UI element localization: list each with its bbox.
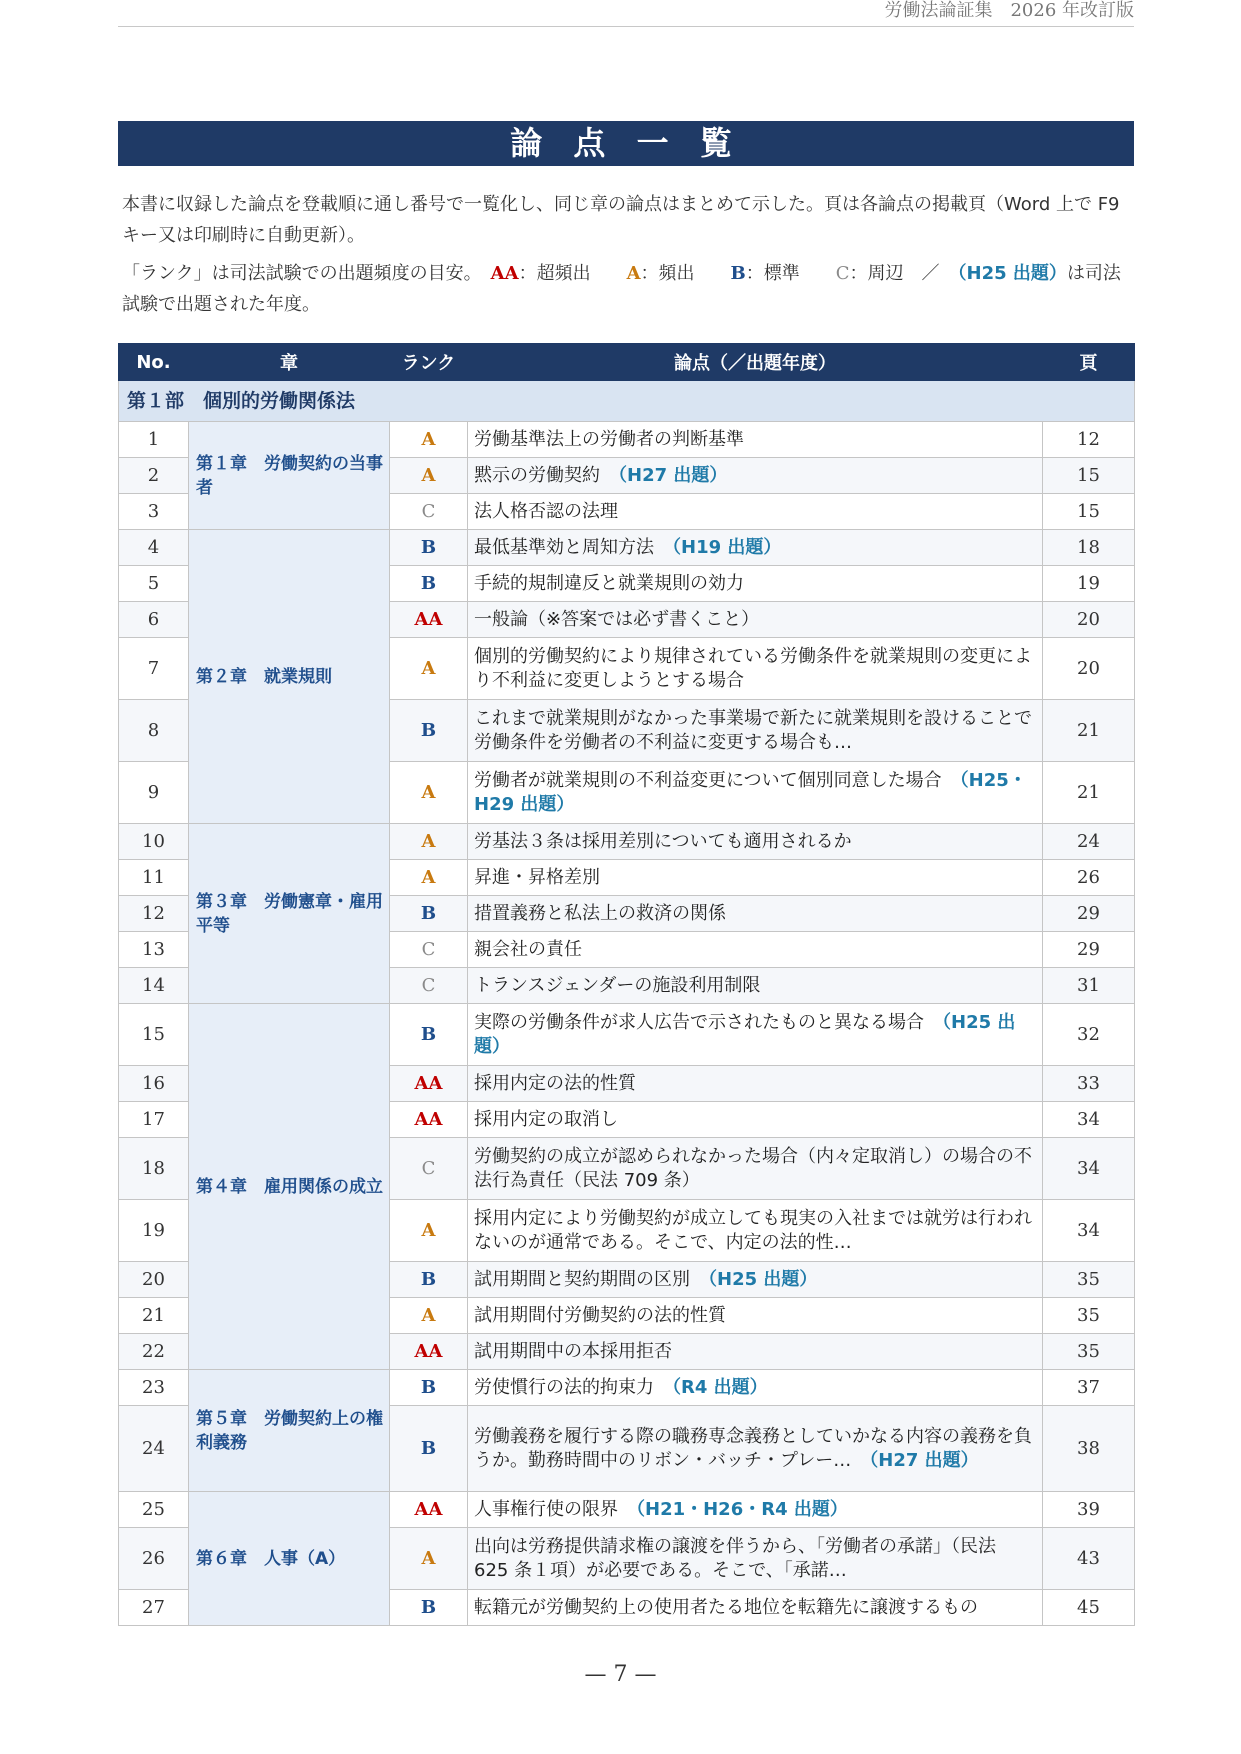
page-cell: 12: [1043, 422, 1135, 458]
topic-text: 転籍元が労働契約上の使用者たる地位を転籍先に譲渡するもの: [474, 1596, 978, 1618]
topic-cell: [468, 762, 1043, 824]
exam-year-tag: （H25 出題）: [708, 1268, 818, 1290]
row-number: 25: [119, 1492, 189, 1528]
rank-label: C: [421, 500, 436, 522]
rank-label: A: [421, 830, 436, 852]
page-cell: 18: [1043, 530, 1135, 566]
rank-cell: [390, 860, 468, 896]
row-number: 24: [119, 1406, 189, 1492]
page-cell: 34: [1043, 1102, 1135, 1138]
chapter-cell: 第１章 労働契約の当事者: [189, 422, 390, 530]
rank-label: AA: [414, 1108, 443, 1130]
table-row: [119, 1370, 1135, 1406]
topic-cell: [468, 1138, 1043, 1200]
topic-cell: [468, 1004, 1043, 1066]
row-number: 1: [119, 422, 189, 458]
rank-label: AA: [414, 1340, 443, 1362]
topic-text: 労使慣行の法的拘束力: [474, 1376, 654, 1398]
topic-cell: [468, 422, 1043, 458]
rank-label: A: [421, 464, 436, 486]
topic-cell: [468, 566, 1043, 602]
row-number: 12: [119, 896, 189, 932]
legend-c-label: C: [835, 263, 850, 284]
chapter-cell: 第５章 労働契約上の権利義務: [189, 1370, 390, 1492]
legend-year-text: は司法試験で出題された年度。: [122, 263, 1121, 315]
rank-cell: [390, 824, 468, 860]
exam-year-tag: （H27 出題）: [869, 1449, 979, 1471]
page-cell: 20: [1043, 638, 1135, 700]
page-cell: 34: [1043, 1200, 1135, 1262]
topic-text: 試用期間付労働契約の法的性質: [474, 1304, 726, 1326]
rank-cell: [390, 1066, 468, 1102]
chapter-cell: 第６章 人事（A）: [189, 1492, 390, 1626]
rank-label: C: [421, 1157, 436, 1179]
row-number: 20: [119, 1262, 189, 1298]
topic-cell: [468, 1492, 1043, 1528]
row-number: 11: [119, 860, 189, 896]
topic-text: 昇進・昇格差別: [474, 866, 600, 888]
intro-paragraph: 本書に収録した論点を登載順に通し番号で一覧化し、同じ章の論点はまとめて示した。頁は各論点の掲載頁（Word 上で F9 キー又は印刷時に自動更新）。: [122, 194, 1120, 246]
rank-cell: [390, 1102, 468, 1138]
rank-cell: [390, 638, 468, 700]
rank-label: A: [421, 1547, 436, 1569]
topic-cell: [468, 1262, 1043, 1298]
rank-cell: [390, 1004, 468, 1066]
rank-cell: [390, 530, 468, 566]
row-number: 5: [119, 566, 189, 602]
rank-label: B: [420, 1596, 437, 1618]
row-number: 13: [119, 932, 189, 968]
rank-label: AA: [414, 1498, 443, 1520]
page-cell: 45: [1043, 1590, 1135, 1626]
rank-label: AA: [414, 1072, 443, 1094]
row-number: 3: [119, 494, 189, 530]
topic-text: 採用内定により労働契約が成立しても現実の入社までは就労は行われないのが通常である。そこで、内定の法的性…: [474, 1207, 1032, 1253]
topic-text: 人事権行使の限界: [474, 1498, 618, 1520]
page-cell: 26: [1043, 860, 1135, 896]
page-cell: 32: [1043, 1004, 1135, 1066]
topic-table-wrapper: [118, 343, 1134, 1626]
exam-year-tag: （H27 出題）: [618, 464, 728, 486]
page-cell: 15: [1043, 494, 1135, 530]
row-number: 19: [119, 1200, 189, 1262]
rank-label: B: [420, 1023, 437, 1045]
topic-text: 労働義務を履行する際の職務専念義務としていかなる内容の義務を負うか。勤務時間中のリボン・バッチ・プレー…: [474, 1425, 1032, 1471]
rank-label: B: [420, 902, 437, 924]
topic-cell: [468, 602, 1043, 638]
rank-label: C: [421, 974, 436, 996]
table-row: [119, 824, 1135, 860]
topic-cell: [468, 1334, 1043, 1370]
page-cell: 34: [1043, 1138, 1135, 1200]
rank-cell: [390, 1298, 468, 1334]
header-topic: 論点（／出題年度）: [468, 344, 1043, 381]
rank-cell: [390, 1492, 468, 1528]
legend-a-label: A: [626, 263, 641, 284]
topic-text: 採用内定の取消し: [474, 1108, 618, 1130]
row-number: 26: [119, 1528, 189, 1590]
row-number: 7: [119, 638, 189, 700]
page-cell: 39: [1043, 1492, 1135, 1528]
rank-label: B: [420, 536, 437, 558]
topic-cell: [468, 530, 1043, 566]
rank-cell: [390, 494, 468, 530]
rank-cell: [390, 1406, 468, 1492]
legend-b-label: B: [730, 263, 746, 284]
chapter-cell: 第２章 就業規則: [189, 530, 390, 824]
topic-table: [118, 343, 1135, 1626]
running-header: [118, 0, 1134, 27]
topic-text: 最低基準効と周知方法: [474, 536, 654, 558]
topic-text: 試用期間と契約期間の区別: [474, 1268, 690, 1290]
page-title: 論 点 一 覧: [118, 121, 1134, 166]
row-number: 10: [119, 824, 189, 860]
chapter-cell: 第４章 雇用関係の成立: [189, 1004, 390, 1370]
rank-cell: [390, 896, 468, 932]
topic-cell: [468, 1066, 1043, 1102]
rank-cell: [390, 762, 468, 824]
row-number: 15: [119, 1004, 189, 1066]
topic-cell: [468, 1200, 1043, 1262]
rank-cell: [390, 458, 468, 494]
running-header-title: 労働法論証集 2026 年改訂版: [884, 0, 1134, 21]
row-number: 23: [119, 1370, 189, 1406]
topic-text: 手続的規制違反と就業規則の効力: [474, 572, 744, 594]
rank-cell: [390, 1262, 468, 1298]
topic-text: これまで就業規則がなかった事業場で新たに就業規則を設けることで労働条件を労働者の不利益に変更する場合も…: [474, 707, 1032, 753]
topic-cell: [468, 1406, 1043, 1492]
row-number: 17: [119, 1102, 189, 1138]
table-body: [119, 381, 1135, 1626]
page-cell: 35: [1043, 1334, 1135, 1370]
row-number: 8: [119, 700, 189, 762]
page-cell: 21: [1043, 762, 1135, 824]
topic-text: 出向は労務提供請求権の譲渡を伴うから、「労働者の承諾」（民法 625 条１項）が必要である。そこで、「承諾…: [474, 1535, 996, 1581]
page-cell: 33: [1043, 1066, 1135, 1102]
table-row: [119, 1492, 1135, 1528]
rank-label: A: [421, 1304, 436, 1326]
page-cell: 38: [1043, 1406, 1135, 1492]
rank-label: A: [421, 1219, 436, 1241]
legend-year-sample: （H25 出題）: [957, 263, 1067, 284]
topic-cell: [468, 1590, 1043, 1626]
rank-legend-prefix: 「ランク」は司法試験での出題頻度の目安。: [122, 263, 491, 284]
rank-cell: [390, 602, 468, 638]
row-number: 27: [119, 1590, 189, 1626]
rank-cell: [390, 1200, 468, 1262]
row-number: 2: [119, 458, 189, 494]
rank-cell: [390, 1334, 468, 1370]
row-number: 6: [119, 602, 189, 638]
rank-cell: [390, 700, 468, 762]
topic-text: 労働契約の成立が認められなかった場合（内々定取消し）の場合の不法行為責任（民法 709 条）: [474, 1145, 1032, 1191]
rank-label: AA: [414, 608, 443, 630]
row-number: 22: [119, 1334, 189, 1370]
chapter-cell: 第３章 労働憲章・雇用平等: [189, 824, 390, 1004]
topic-cell: [468, 458, 1043, 494]
topic-text: 採用内定の法的性質: [474, 1072, 636, 1094]
topic-cell: [468, 1102, 1043, 1138]
rank-cell: [390, 1370, 468, 1406]
legend-b-text: ：標準: [745, 263, 836, 284]
page-cell: 29: [1043, 932, 1135, 968]
topic-cell: [468, 700, 1043, 762]
rank-label: B: [420, 572, 437, 594]
topic-text: 親会社の責任: [474, 938, 582, 960]
legend-a-text: ：頻出: [640, 263, 731, 284]
page-number: — 7 —: [584, 1662, 657, 1687]
topic-cell: [468, 824, 1043, 860]
rank-label: B: [420, 1437, 437, 1459]
legend-aa-label: AA: [490, 263, 519, 284]
rank-label: B: [420, 1268, 437, 1290]
legend-aa-text: ：超頻出: [518, 263, 627, 284]
rank-label: B: [420, 1376, 437, 1398]
topic-text: 労基法３条は採用差別についても適用されるか: [474, 830, 852, 852]
topic-text: トランスジェンダーの施設利用制限: [474, 974, 761, 996]
exam-year-tag: （H21・H26・R4 出題）: [636, 1498, 848, 1520]
part-row: [119, 381, 1135, 422]
rank-cell: [390, 968, 468, 1004]
rank-label: C: [421, 938, 436, 960]
rank-label: B: [420, 719, 437, 741]
topic-cell: [468, 968, 1043, 1004]
rank-label: A: [421, 657, 436, 679]
rank-cell: [390, 422, 468, 458]
page-cell: 20: [1043, 602, 1135, 638]
page-cell: 19: [1043, 566, 1135, 602]
page-cell: 15: [1043, 458, 1135, 494]
exam-year-tag: （H25 出題）: [474, 1011, 1016, 1057]
exam-year-tag: （H19 出題）: [672, 536, 782, 558]
topic-text: 個別的労働契約により規律されている労働条件を就業規則の変更により不利益に変更しようとする場合: [474, 645, 1032, 691]
part-title: 第１部 個別的労働関係法: [119, 381, 1135, 422]
row-number: 18: [119, 1138, 189, 1200]
topic-text: 措置義務と私法上の救済の関係: [474, 902, 726, 924]
rank-cell: [390, 932, 468, 968]
exam-year-tag: （H25・H29 出題）: [474, 769, 1027, 815]
exam-year-tag: （R4 出題）: [672, 1376, 768, 1398]
topic-text: 黙示の労働契約: [474, 464, 600, 486]
page-cell: 35: [1043, 1262, 1135, 1298]
topic-cell: [468, 494, 1043, 530]
header-page: 頁: [1043, 344, 1135, 381]
rank-cell: [390, 1138, 468, 1200]
topic-cell: [468, 1298, 1043, 1334]
topic-text: 実際の労働条件が求人広告で示されたものと異なる場合: [474, 1011, 924, 1033]
page-cell: 35: [1043, 1298, 1135, 1334]
page-cell: 24: [1043, 824, 1135, 860]
topic-cell: [468, 1370, 1043, 1406]
row-number: 21: [119, 1298, 189, 1334]
page-cell: 31: [1043, 968, 1135, 1004]
table-row: [119, 422, 1135, 458]
topic-text: 一般論（※答案では必ず書くこと）: [474, 608, 760, 630]
rank-label: A: [421, 428, 436, 450]
topic-cell: [468, 932, 1043, 968]
rank-legend: [122, 258, 1132, 320]
table-header-row: [119, 344, 1135, 381]
rank-label: A: [421, 781, 436, 803]
page-cell: 43: [1043, 1528, 1135, 1590]
header-rank: ランク: [390, 344, 468, 381]
topic-text: 労働者が就業規則の不利益変更について個別同意した場合: [474, 769, 942, 791]
legend-c-text: ：周辺 ／: [849, 263, 958, 284]
topic-text: 法人格否認の法理: [474, 500, 618, 522]
header-chapter: 章: [189, 344, 390, 381]
table-row: [119, 1004, 1135, 1066]
rank-label: A: [421, 866, 436, 888]
page-cell: 21: [1043, 700, 1135, 762]
header-no: No.: [119, 344, 189, 381]
page-cell: 29: [1043, 896, 1135, 932]
topic-cell: [468, 860, 1043, 896]
row-number: 9: [119, 762, 189, 824]
row-number: 16: [119, 1066, 189, 1102]
topic-text: 試用期間中の本採用拒否: [474, 1340, 672, 1362]
row-number: 14: [119, 968, 189, 1004]
rank-cell: [390, 566, 468, 602]
topic-text: 労働基準法上の労働者の判断基準: [474, 428, 744, 450]
topic-cell: [468, 1528, 1043, 1590]
rank-cell: [390, 1528, 468, 1590]
table-row: [119, 530, 1135, 566]
topic-cell: [468, 896, 1043, 932]
page-cell: 37: [1043, 1370, 1135, 1406]
rank-cell: [390, 1590, 468, 1626]
row-number: 4: [119, 530, 189, 566]
topic-cell: [468, 638, 1043, 700]
